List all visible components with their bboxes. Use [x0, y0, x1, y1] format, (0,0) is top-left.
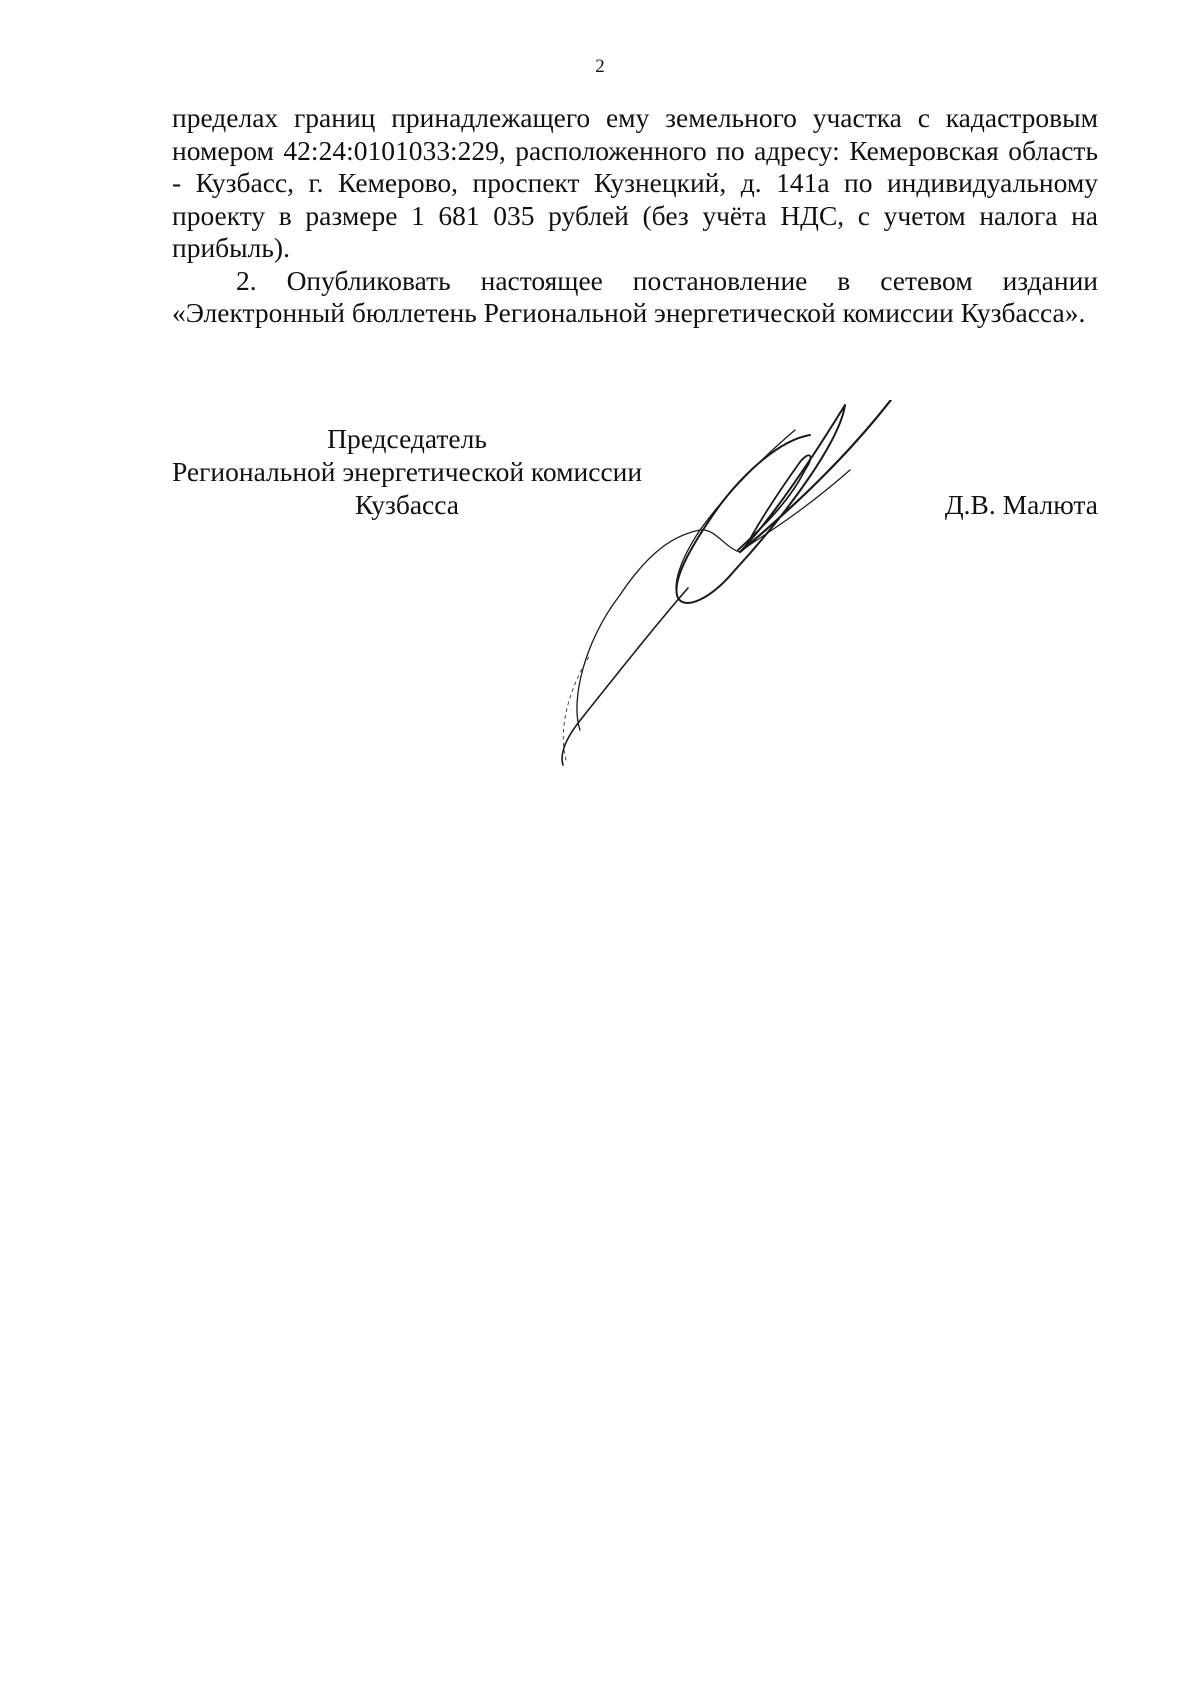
signer-name: Д.В. Малюта [944, 489, 1098, 520]
paragraph-publication: 2. Опубликовать настоящее постановление в сетевом издании «Электронный бюллетень Региональной энергетической комиссии Кузбасса». [172, 264, 1098, 328]
paragraph-continuation: пределах границ принадлежащего ему земельного участка с кадастровым номером 42:24:0101033:229, расположенного по адресу: Кемеровская область - Кузбасс, г. Кемерово, проспект Кузнецкий, д. 141а по индивидуальному проекту в размере 1 681 035 рублей (без учёта НДС, с учетом налога на прибыль). [172, 102, 1098, 263]
signer-title-line-1: Председатель [327, 423, 487, 454]
page-number: 2 [595, 56, 605, 77]
signer-title-line-2: Региональной энергетической комиссии [172, 456, 643, 487]
handwritten-signature [560, 400, 930, 790]
document-body [172, 102, 1098, 330]
signer-title-line-3: Кузбасса [354, 489, 460, 520]
